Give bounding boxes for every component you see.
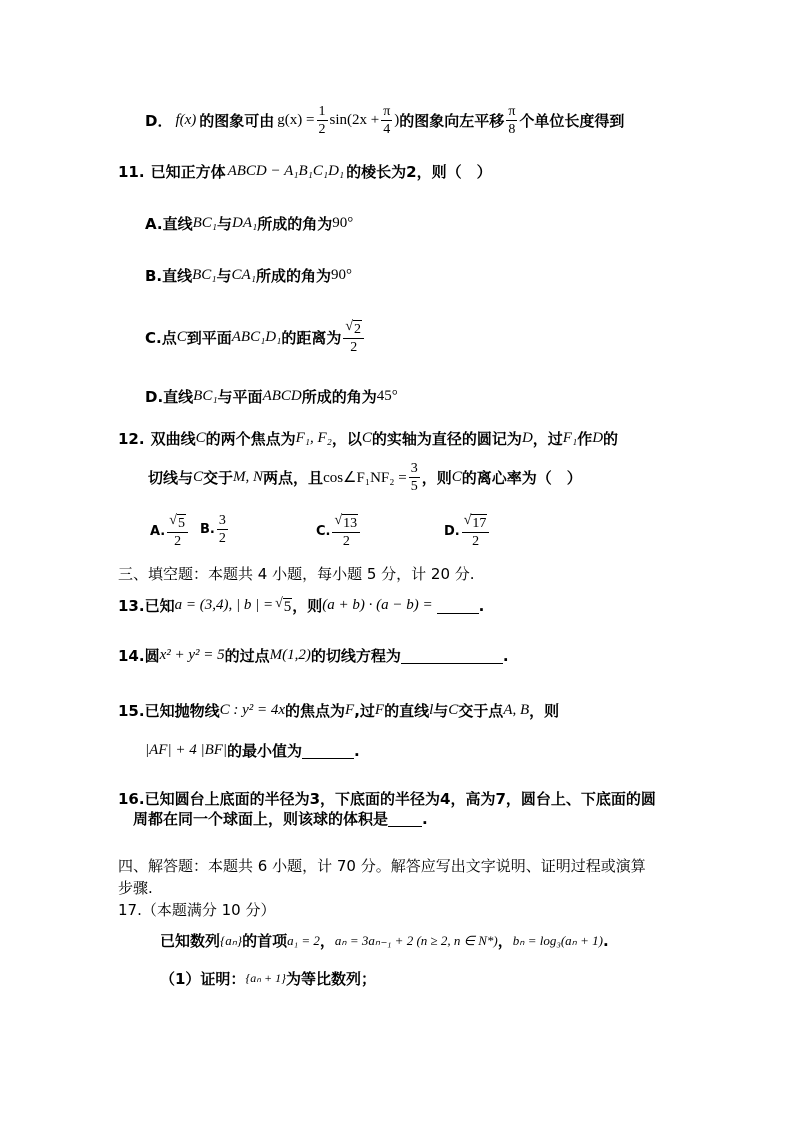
answer-blank[interactable]	[401, 648, 503, 664]
text: 到平面	[186, 328, 232, 347]
text: 15.已知抛物线	[118, 702, 220, 720]
text: 的切线方程为	[310, 647, 401, 665]
math-expr: 90°	[332, 215, 354, 231]
fraction: √ 17 2	[462, 512, 490, 550]
answer-blank[interactable]	[302, 743, 354, 759]
math-expr: D	[521, 430, 533, 446]
text: ，	[497, 932, 513, 950]
text: 所成的角为	[257, 215, 333, 233]
text: 的离心率为（ ）	[461, 469, 582, 487]
text: 交于	[203, 469, 234, 487]
q15-line1	[118, 700, 559, 721]
section-4-heading-line2	[118, 877, 153, 898]
text: 的直线	[384, 702, 430, 720]
math-expr: 45°	[376, 388, 398, 404]
text: 切线与	[148, 469, 194, 487]
q14	[118, 645, 509, 666]
option-label: B.直线	[145, 267, 193, 285]
q16-line2	[133, 808, 428, 829]
section-title: 步骤.	[118, 879, 153, 897]
q12-option-b	[200, 512, 230, 547]
fraction: $\frac{\pi}{4}$	[383, 104, 391, 137]
math-expr: M(1,2)	[269, 647, 311, 663]
math-expr: BC₁	[192, 215, 217, 231]
text: 所成的角为	[255, 267, 331, 285]
text: 的最小值为	[227, 742, 303, 760]
question-header: 17.（本题满分 10 分）	[118, 901, 276, 919]
math-expr: sin(2x +	[329, 112, 380, 128]
q11-stem	[118, 161, 492, 182]
fraction: $\frac{3}{5}$	[410, 461, 418, 494]
section-title: 三、填空题：本题共 4 小题，每小题 5 分，计 20 分.	[118, 565, 475, 583]
text: ，以	[331, 430, 362, 448]
text: 14.圆	[118, 647, 160, 665]
fraction: $\frac{\pi}{8}$	[508, 104, 516, 137]
q12-option-d	[444, 512, 491, 550]
text: 的棱长为2，则（ ）	[346, 163, 492, 181]
text: 作	[577, 430, 593, 448]
text: 交于点	[458, 702, 504, 720]
text: 个单位长度得到	[519, 112, 625, 130]
q11-option-d	[145, 386, 398, 407]
q17-header	[118, 899, 275, 920]
math-expr: f(x)	[175, 112, 197, 128]
q13	[118, 595, 484, 616]
fraction: √ 5 2	[167, 512, 188, 550]
text: 为等比数列；	[285, 970, 376, 988]
math-expr: aₙ = 3aₙ₋₁ + 2 (n ≥ 2, n ∈ N*)	[334, 932, 498, 948]
q16-line1	[118, 788, 656, 809]
math-expr: F₁	[562, 430, 578, 446]
text: ,过	[354, 702, 375, 720]
q15-line2	[145, 740, 360, 761]
math-expr: C	[195, 430, 206, 446]
math-expr: BC₁	[192, 267, 217, 283]
math-expr: C	[448, 702, 459, 718]
math-expr: ABC₁D₁	[231, 328, 282, 345]
option-label: B.	[200, 522, 215, 537]
math-expr: a₁ = 2	[287, 932, 320, 948]
section-4-heading-line1	[118, 855, 646, 876]
text: ，则	[421, 469, 452, 487]
option-label: C.点	[145, 328, 177, 347]
q12-stem-line1	[118, 428, 618, 449]
option-label: A.	[150, 523, 166, 539]
section-3-heading	[118, 563, 475, 584]
text: 所成的角为	[301, 388, 377, 406]
math-expr: (a + b) · (a − b) =	[322, 597, 433, 613]
math-expr: F₁, F₂	[295, 430, 332, 446]
text: ，过	[532, 430, 563, 448]
text: 的两个焦点为	[205, 430, 296, 448]
q17-stem	[160, 930, 609, 951]
question-number: 11.	[118, 162, 145, 181]
math-expr: )	[394, 112, 400, 128]
option-label: D．	[145, 112, 173, 130]
text: 的首项	[242, 932, 288, 950]
option-label: D.	[444, 523, 460, 539]
text: 的图象可由	[199, 112, 275, 130]
math-expr: C	[451, 469, 462, 485]
q12-option-c	[316, 512, 362, 550]
math-expr: bₙ = log₃(aₙ + 1)	[512, 932, 603, 948]
math-expr: x² + y² = 5	[159, 647, 225, 663]
q10-option-d	[145, 103, 624, 138]
text: 的过点	[224, 647, 270, 665]
text: .	[502, 646, 509, 665]
math-expr: 90°	[330, 267, 352, 283]
text: 已知数列	[160, 932, 221, 950]
text: 与	[216, 267, 232, 285]
text: .	[602, 931, 609, 950]
answer-blank[interactable]	[388, 811, 422, 827]
math-expr: C	[193, 469, 204, 485]
math-expr: BC₁	[193, 388, 218, 404]
section-title: 四、解答题：本题共 6 小题，计 70 分。解答应写出文字说明、证明过程或演算	[118, 857, 646, 875]
math-expr: C	[176, 328, 187, 345]
fraction: √ 2 2	[343, 318, 364, 356]
math-expr: DA₁	[232, 215, 258, 231]
option-label: D.直线	[145, 388, 194, 406]
answer-blank[interactable]	[437, 598, 479, 614]
text: 已知正方体	[150, 163, 226, 181]
fraction: $\frac{3}{2}$	[218, 513, 226, 546]
q12-stem-line2	[148, 460, 582, 495]
math-expr: CA₁	[231, 267, 256, 283]
math-expr: ABCD	[262, 388, 302, 404]
text: 双曲线	[150, 430, 196, 448]
text: ，则	[292, 597, 323, 615]
text: 的焦点为	[285, 702, 346, 720]
math-expr: l	[429, 702, 434, 718]
option-label: C.	[316, 523, 331, 539]
text: 的	[603, 430, 619, 448]
text: ，	[319, 932, 335, 950]
q11-option-c	[145, 318, 366, 356]
question-number: 12.	[118, 429, 145, 448]
text: 与	[433, 702, 449, 720]
text: 的距离为	[281, 328, 342, 347]
q11-option-b	[145, 265, 352, 286]
text: .	[478, 596, 485, 615]
math-expr: a = (3,4), | b | =	[174, 597, 274, 613]
q17-part1	[160, 968, 376, 989]
text: .	[422, 809, 428, 828]
text: 周都在同一个球面上，则该球的体积是	[133, 810, 389, 828]
q11-option-a	[145, 213, 353, 234]
math-expr: C	[361, 430, 372, 446]
math-expr: M, N	[233, 469, 264, 485]
q12-option-a	[150, 512, 190, 550]
text: 与平面	[217, 388, 263, 406]
math-expr: cos∠F₁NF₂ =	[323, 470, 407, 486]
math-expr: A, B	[503, 702, 530, 718]
option-label: A.直线	[145, 215, 193, 233]
text: 两点，且	[263, 469, 324, 487]
text: 13.已知	[118, 597, 175, 615]
text: .	[354, 741, 360, 760]
math-expr: {aₙ + 1}	[245, 971, 286, 985]
part-label: （1）证明：	[160, 970, 246, 988]
math-expr: {aₙ}	[220, 932, 243, 948]
math-expr: ABCD − A₁B₁C₁D₁	[227, 163, 345, 179]
fraction: √ 13 2	[332, 512, 360, 550]
math-expr: |AF| + 4 |BF|	[145, 742, 228, 758]
math-expr: F	[345, 702, 355, 718]
text: ，则	[529, 702, 560, 720]
fraction: $\frac{1}{2}$	[318, 104, 326, 137]
math-expr: D	[592, 430, 604, 446]
math-expr: C : y² = 4x	[219, 702, 286, 718]
text: 与	[216, 215, 232, 233]
text: 的图象向左平移	[399, 112, 505, 130]
text: 的实轴为直径的圆记为	[371, 430, 522, 448]
text: 16.已知圆台上底面的半径为3，下底面的半径为4，高为7，圆台上、下底面的圆	[118, 790, 656, 808]
math-expr: g(x) =	[277, 112, 315, 128]
sqrt: √ 5	[275, 595, 292, 615]
math-expr: F	[374, 702, 385, 718]
